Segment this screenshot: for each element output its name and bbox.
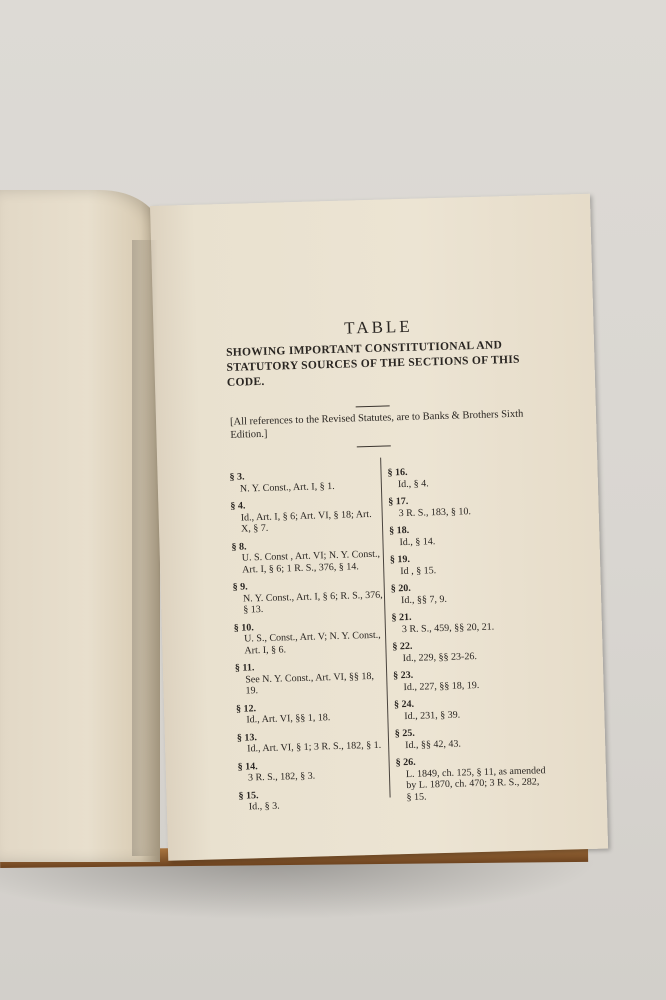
section-number: § 3. — [229, 471, 245, 483]
table-shadow — [0, 860, 600, 920]
section-reference: U. S. Const , Art. VI; N. Y. Const., Art. I, § 6; 1 R. S., 376, § 14. — [241, 548, 381, 576]
table-entry — [391, 608, 542, 635]
section-number: § 9. — [232, 581, 248, 593]
section-number: § 20. — [390, 582, 411, 595]
section-reference: Id., § 4. — [397, 477, 429, 490]
section-number: § 8. — [231, 540, 247, 553]
section-number: § 17. — [388, 495, 409, 508]
section-number: § 11. — [234, 662, 255, 674]
editorial-note: [All references to the Revised Statutes, are to Banks & Brothers Sixth Edition.] — [229, 408, 524, 441]
page-gutter-shadow — [132, 240, 158, 856]
right-page — [150, 194, 608, 861]
left-column — [229, 468, 389, 820]
table-entry — [238, 786, 389, 813]
section-reference: Id., Art. VI, § 1; 3 R. S., 182, § 1. — [247, 739, 382, 755]
table-entry — [236, 699, 387, 726]
table-entry — [392, 637, 543, 664]
table-entry — [388, 492, 539, 519]
table-entry — [394, 695, 545, 722]
section-reference: N. Y. Const., Art. I, § 1. — [239, 480, 335, 495]
table-entry — [237, 728, 388, 755]
table-entry — [387, 463, 538, 490]
table-entry — [238, 757, 389, 784]
section-reference: U. S., Const., Art. V; N. Y. Const., Art. I, § 6. — [243, 629, 381, 657]
section-number: § 21. — [391, 611, 412, 624]
rule-top — [356, 405, 390, 407]
section-number: § 4. — [230, 500, 246, 512]
section-number: § 19. — [389, 553, 411, 566]
section-number: § 14. — [237, 760, 258, 773]
section-reference: Id., 231, § 39. — [404, 709, 461, 722]
section-reference: Id., §§ 42, 43. — [404, 738, 462, 751]
section-reference: Id., §§ 7, 9. — [400, 593, 448, 606]
table-entry — [393, 666, 544, 693]
section-number: § 15. — [238, 789, 259, 802]
rule-bottom — [357, 445, 391, 447]
section-number: § 12. — [235, 702, 257, 715]
section-number: § 24. — [393, 698, 415, 711]
table-entry — [230, 497, 381, 536]
section-number: § 18. — [389, 524, 410, 537]
section-number: § 25. — [394, 727, 415, 740]
section-reference: Id , § 15. — [400, 564, 437, 577]
section-reference: Id., § 14. — [399, 535, 436, 548]
section-reference: 3 R. S., 182, § 3. — [247, 770, 316, 784]
section-reference: Id., 229, §§ 23-26. — [402, 650, 478, 664]
section-number: § 16. — [387, 466, 408, 479]
table-entry — [233, 578, 384, 617]
right-column — [387, 463, 546, 809]
section-number: § 23. — [393, 669, 414, 682]
table-entry — [389, 521, 540, 548]
section-reference: N. Y. Const., Art. I, § 6; R. S., 376, § 13. — [242, 589, 383, 616]
section-reference: Id., 227, §§ 18, 19. — [403, 679, 480, 693]
section-number: § 22. — [392, 640, 413, 653]
table-entry — [229, 468, 380, 495]
table-entry — [395, 753, 546, 803]
table-entry — [234, 618, 385, 657]
section-reference: See N. Y. Const., Art. VI, §§ 18, 19. — [245, 670, 375, 697]
page-title: TABLE — [344, 316, 413, 338]
table-entry — [235, 659, 386, 698]
section-reference: 3 R. S., 459, §§ 20, 21. — [401, 621, 495, 635]
section-reference: 3 R. S., 183, § 10. — [398, 505, 472, 519]
table-entry — [391, 579, 542, 606]
table-entry — [390, 550, 541, 577]
page-subtitle: SHOWING IMPORTANT CONSTITUTIONAL AND STATUTORY SOURCES OF THE SECTIONS OF THIS CODE. — [225, 339, 520, 389]
section-number: § 10. — [233, 621, 254, 634]
table-entry — [231, 537, 382, 576]
section-reference: Id., Art. VI, §§ 1, 18. — [246, 712, 331, 726]
section-reference: Id., § 3. — [248, 800, 280, 813]
section-reference: L. 1849, ch. 125, § 11, as amended by L. 1870, ch. 470; 3 R. S., 282, § 15. — [405, 764, 546, 803]
section-number: § 26. — [395, 756, 416, 769]
section-number: § 13. — [236, 731, 258, 744]
section-reference: Id., Art. I, § 6; Art. VI, § 18; Art. X, § 7. — [240, 508, 372, 535]
table-entry — [395, 724, 546, 751]
